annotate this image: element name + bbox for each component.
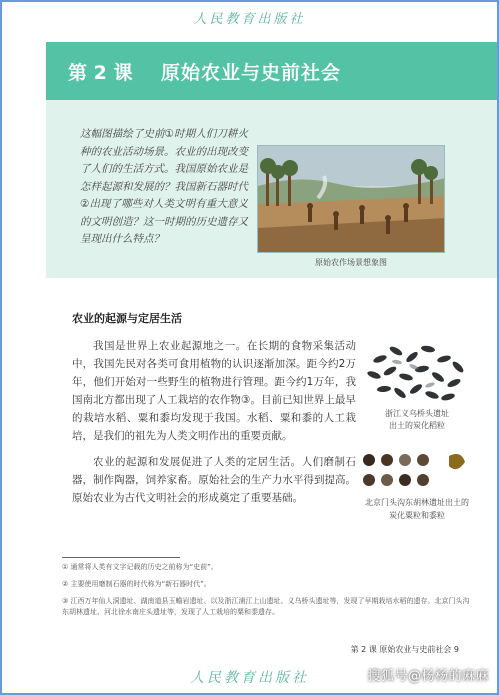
lesson-title: 原始农业与史前社会: [161, 62, 342, 84]
section-title: 农业的起源与定居生活: [72, 312, 182, 325]
rice-caption: 浙江义乌桥头遗址 出土的炭化稻粒: [385, 409, 449, 430]
footnote-2: ② 主要使用磨制石器的时代称为“新石器时代”。: [62, 580, 211, 588]
carbonized-millet-photo: [357, 450, 477, 490]
carbonized-rice-photo: [362, 337, 472, 407]
page-footer: 第 2 课 原始农业与史前社会 9: [350, 645, 459, 654]
lesson-title-band: [46, 42, 499, 100]
farming-illustration: [257, 145, 445, 253]
footnote-divider: [62, 557, 180, 558]
watermark: 搜狐号@杨杨的麻麻: [367, 669, 489, 684]
body-paragraph-2: 农业的起源和发展促进了人类的定居生活。人们磨制石器，制作陶器，饲养家畜。原始社会的生产力水平得到提高。原始农业为古代文明社会的形成奠定了重要基础。: [72, 456, 356, 504]
body-paragraph-1: 我国是世界上农业起源地之一。在长期的食物采集活动中，我国先民对各类可食用植物的认识逐渐加深。距今约2万年，他们开始对一些野生的植物进行管理。距今约1万年，我国南北方都出现了人工栽培的农作物③。目前已知世界上最早的栽培水稻、粟和黍均发现于我国。水稻、粟和黍的人工栽培，是我们的祖先为人类文明作出的重要贡献。: [72, 340, 356, 442]
millet-caption: 北京门头沟东胡林遗址出土的 炭化粟粒和黍粒: [365, 498, 469, 520]
footnote-1: ① 通常将人类有文字记载的历史之前称为“史前”。: [62, 563, 218, 571]
lesson-number: 第 2 课: [68, 62, 133, 84]
illustration-caption: 原始农作场景想象图: [315, 258, 387, 267]
publisher-logo-bottom: 人民教育出版社: [190, 670, 309, 686]
publisher-logo-top: 人民教育出版社: [193, 12, 306, 27]
intro-text: 这幅图描绘了史前①时期人们刀耕火种的农业活动场景。农业的出现改变了人们的生活方式。我国原始农业是怎样起源和发展的？我国新石器时代②出现了哪些对人类文明有重大意义的文明创造？这一时期的历史遗存又呈现出什么特点？: [80, 128, 248, 245]
footnote-3: ③ 江西万年仙人洞遗址、湖南道县玉蟾岩遗址、以及浙江浦江上山遗址、义乌桥头遗址等，发现了早期栽培水稻的遗存。北京门头沟东胡林遗址、河北徐水南庄头遗址等，发现了人工栽培的粟和黍遗存。: [62, 597, 470, 616]
